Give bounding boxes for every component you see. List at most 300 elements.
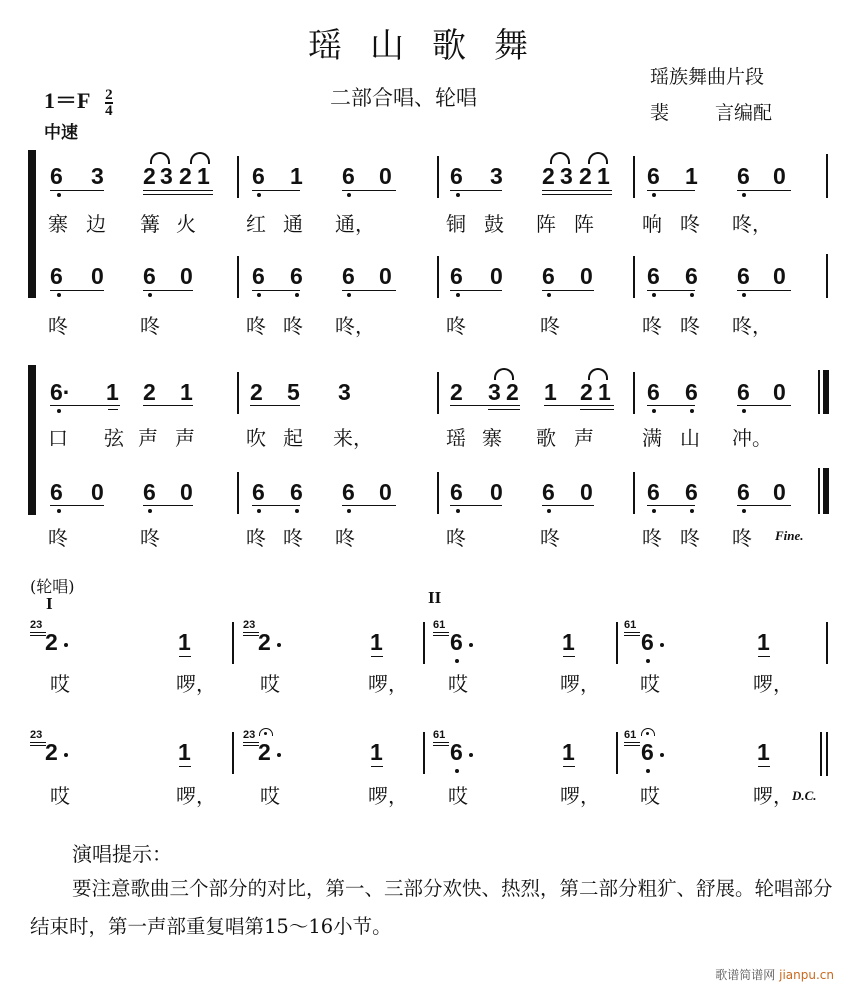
fine-marking: Fine. [775, 528, 804, 543]
underline [647, 405, 695, 406]
lyric: 咚， [335, 314, 375, 338]
lyric: 啰， [753, 784, 793, 808]
low-octave-dot [742, 293, 746, 297]
final-barline-thick [823, 468, 829, 514]
low-octave-dot [57, 409, 61, 413]
arranger-rest: 言编配 [715, 102, 773, 124]
note: 6 [252, 479, 265, 505]
low-octave-dot [347, 509, 351, 513]
note: 2 [179, 163, 192, 189]
lyric: 咚 [335, 526, 355, 550]
note: 1 [370, 629, 383, 655]
note: 3 [490, 163, 503, 189]
lyric: 寨 [482, 426, 502, 450]
voice-1-label: I [46, 594, 53, 613]
barline [826, 254, 828, 298]
lyric: 咚 [540, 526, 560, 550]
end-barline [820, 732, 822, 776]
underline [450, 505, 502, 506]
note: 1 [562, 739, 575, 765]
low-octave-dot [690, 409, 694, 413]
lyric: 咚 [680, 212, 700, 236]
grace-underline [433, 742, 449, 743]
low-octave-dot [652, 409, 656, 413]
source-note: 瑶族舞曲片段 [650, 66, 765, 88]
underline [143, 290, 193, 291]
grace-notes: 61 [624, 619, 637, 631]
note: 6 [647, 263, 660, 289]
barline [237, 156, 239, 198]
key-text: 1＝F [44, 88, 90, 113]
grace-underline [243, 635, 259, 636]
barline [616, 622, 618, 664]
note: 0 [773, 479, 786, 505]
lyric: 歌 [536, 426, 556, 450]
note: 6 [641, 739, 654, 765]
augmentation-dot [469, 643, 473, 647]
lyric: 瑶 [446, 426, 466, 450]
barline [437, 256, 439, 298]
note: 6 [143, 263, 156, 289]
note: 6 [737, 379, 750, 405]
note: 1 [598, 379, 611, 405]
lyric: 咚 [446, 314, 466, 338]
underline [647, 505, 695, 506]
note: 6 [685, 263, 698, 289]
watermark-site-name: 歌谱简谱网 [715, 968, 776, 982]
underline [143, 190, 213, 191]
note: 6 [50, 263, 63, 289]
underline [737, 290, 791, 291]
low-octave-dot [456, 509, 460, 513]
note: 6 [685, 479, 698, 505]
underline [371, 766, 383, 767]
grace-underline [243, 632, 259, 633]
augmentation-dot [660, 643, 664, 647]
grace-underline [243, 745, 259, 746]
note: 2 [45, 629, 58, 655]
lyric: 满 [642, 426, 662, 450]
arranger-credit [650, 98, 772, 125]
note: 1 [685, 163, 698, 189]
barline [826, 622, 828, 664]
system-bracket [28, 365, 39, 515]
grace-underline [433, 632, 449, 633]
lyric: 啰， [176, 784, 216, 808]
augmentation-dot [64, 753, 68, 757]
underline [50, 190, 104, 191]
underline [108, 409, 118, 410]
underline [252, 505, 300, 506]
grace-notes: 23 [30, 619, 43, 631]
underline [450, 405, 520, 406]
note: 2 [580, 379, 593, 405]
time-signature [105, 88, 113, 118]
grace-underline [624, 632, 640, 633]
lyric: 咚 [680, 526, 700, 550]
low-octave-dot [547, 293, 551, 297]
note: 0 [91, 479, 104, 505]
note: 6 [50, 479, 63, 505]
lyric: 咚 [48, 314, 68, 338]
dc-marking: D.C. [792, 788, 817, 803]
song-title: 瑶山歌舞 [308, 26, 556, 66]
underline [50, 290, 104, 291]
note: 6 [342, 479, 355, 505]
note: 1 [290, 163, 303, 189]
final-barline-thick [823, 370, 829, 414]
lyric: 哎 [640, 784, 660, 808]
grace-underline [433, 635, 449, 636]
barline [437, 156, 439, 198]
low-octave-dot [148, 293, 152, 297]
lyric: 声 [574, 426, 594, 450]
note: 1 [178, 739, 191, 765]
note: 6 [737, 479, 750, 505]
lyric: 寨 [48, 212, 68, 236]
underline [758, 766, 770, 767]
underline [647, 190, 695, 191]
grace-notes: 23 [243, 729, 256, 741]
note: 6 [290, 479, 303, 505]
lyric: 阵 [574, 212, 594, 236]
note: 1 [757, 739, 770, 765]
grace-underline [433, 745, 449, 746]
underline [544, 405, 614, 406]
note: 6 [342, 163, 355, 189]
low-octave-dot [57, 293, 61, 297]
note: 1 [370, 739, 383, 765]
note: 6 [737, 263, 750, 289]
grace-underline [30, 635, 46, 636]
lyric: 啰， [753, 672, 793, 696]
low-octave-dot [652, 293, 656, 297]
note: 5 [287, 379, 300, 405]
low-octave-dot [652, 193, 656, 197]
arranger-surname: 裴 [650, 102, 670, 124]
low-octave-dot [148, 509, 152, 513]
lyric: 哎 [260, 784, 280, 808]
low-octave-dot [742, 509, 746, 513]
low-octave-dot [742, 193, 746, 197]
note: 0 [91, 263, 104, 289]
underline [450, 190, 502, 191]
underline [342, 290, 396, 291]
underline [143, 405, 193, 406]
underline [143, 505, 193, 506]
low-octave-dot [456, 293, 460, 297]
low-octave-dot [347, 193, 351, 197]
low-octave-dot [257, 293, 261, 297]
lyric: 来， [333, 426, 373, 450]
lyric: 哎 [50, 672, 70, 696]
barline [633, 372, 635, 414]
lyric: 哎 [448, 672, 468, 696]
low-octave-dot [257, 193, 261, 197]
underline [342, 505, 396, 506]
lyric: 咚 [283, 526, 303, 550]
underline [252, 290, 300, 291]
lyric: 啰， [368, 672, 408, 696]
low-octave-dot [295, 293, 299, 297]
note: 2 [45, 739, 58, 765]
grace-notes: 23 [243, 619, 256, 631]
note: 1 [180, 379, 193, 405]
barline [633, 156, 635, 198]
lyric: 铜 [446, 212, 466, 236]
lyric: 火 [176, 212, 196, 236]
note: 0 [490, 263, 503, 289]
note: 6 [641, 629, 654, 655]
lyric: 哎 [640, 672, 660, 696]
augmentation-dot [469, 753, 473, 757]
underline [737, 505, 791, 506]
barline [237, 472, 239, 514]
lyric: 山 [680, 426, 700, 450]
barline [633, 256, 635, 298]
tips-body: 要注意歌曲三个部分的对比，第一、三部分欢快、热烈，第二部分粗犷、舒展。轮唱部分结束时，第一声部重复唱第15～16小节。 [30, 877, 833, 938]
barline [437, 472, 439, 514]
barline [633, 472, 635, 514]
note: 2 [143, 379, 156, 405]
lyric: 哎 [50, 784, 70, 808]
final-barline-thin [818, 370, 820, 414]
lyric: 吹 [246, 426, 266, 450]
low-octave-dot [57, 193, 61, 197]
lyric: 咚 [446, 526, 466, 550]
note: 6 [252, 163, 265, 189]
grace-underline [30, 745, 46, 746]
lyric: 咚， [732, 212, 772, 236]
final-barline-thin [818, 468, 820, 514]
note: 1 [562, 629, 575, 655]
note: 6 [252, 263, 265, 289]
note: 0 [773, 379, 786, 405]
lyric: 咚 [642, 314, 662, 338]
lyric: 响 [642, 212, 662, 236]
note: 1 [544, 379, 557, 405]
grace-underline [624, 742, 640, 743]
augmentation-dot [277, 753, 281, 757]
lyric: 咚 [140, 526, 160, 550]
barline [423, 622, 425, 664]
augmentation-dot [64, 643, 68, 647]
round-label: (轮唱) [30, 577, 75, 596]
underline [342, 190, 396, 191]
lyric: 边 [86, 212, 106, 236]
note: 0 [379, 479, 392, 505]
note: 0 [580, 263, 593, 289]
underline [252, 190, 300, 191]
grace-notes: 61 [433, 619, 446, 631]
note: 2 [542, 163, 555, 189]
barline [237, 372, 239, 414]
lyric: 咚 [283, 314, 303, 338]
lyric: 声 [138, 426, 158, 450]
underline [450, 290, 502, 291]
lyric: 啰， [560, 784, 600, 808]
note: 6 [342, 263, 355, 289]
barline [232, 622, 234, 664]
key-signature [44, 84, 113, 118]
low-octave-dot [295, 509, 299, 513]
underline [488, 409, 520, 410]
grace-underline [30, 632, 46, 633]
note: 3 [560, 163, 573, 189]
note: 3 [488, 379, 501, 405]
lyric: 咚， [732, 314, 772, 338]
augmentation-dot [277, 643, 281, 647]
lyric: 哎 [448, 784, 468, 808]
barline [437, 372, 439, 414]
note: 2 [579, 163, 592, 189]
low-octave-dot [690, 293, 694, 297]
tips-heading: 演唱提示： [72, 842, 172, 866]
low-octave-dot [456, 193, 460, 197]
lyric: 通， [335, 212, 375, 236]
note: 6 [542, 479, 555, 505]
low-octave-dot [652, 509, 656, 513]
barline [826, 154, 828, 198]
note: 2 [506, 379, 519, 405]
lyric: 咚 [680, 314, 700, 338]
note: 2 [450, 379, 463, 405]
underline [179, 766, 191, 767]
underline [50, 405, 120, 406]
lyric: 篝 [140, 212, 160, 236]
grace-underline [624, 635, 640, 636]
note: 2 [258, 739, 271, 765]
low-octave-dot [646, 659, 650, 663]
voice-2-label: II [428, 588, 442, 607]
fermata-icon [641, 728, 655, 736]
lyric: 啰， [368, 784, 408, 808]
underline [737, 190, 791, 191]
system-bracket [28, 150, 39, 298]
note: 6 [450, 739, 463, 765]
underline [737, 405, 791, 406]
underline [542, 505, 594, 506]
low-octave-dot [646, 769, 650, 773]
note: 6 [647, 163, 660, 189]
grace-underline [30, 742, 46, 743]
barline [616, 732, 618, 774]
underline [542, 194, 612, 195]
barline [423, 732, 425, 774]
note: 6 [647, 479, 660, 505]
augmentation-dot [660, 753, 664, 757]
underline [542, 290, 594, 291]
time-denominator: 4 [105, 102, 113, 119]
note: 6 [290, 263, 303, 289]
note: 2 [143, 163, 156, 189]
lyric: 红 [246, 212, 266, 236]
grace-notes: 23 [30, 729, 43, 741]
note: 1 [178, 629, 191, 655]
note: 6 [450, 629, 463, 655]
note: 0 [180, 479, 193, 505]
lyric: 弦 [104, 426, 124, 450]
underline [563, 766, 575, 767]
underline [179, 656, 191, 657]
fermata-icon [259, 728, 273, 736]
grace-underline [624, 745, 640, 746]
low-octave-dot [57, 509, 61, 513]
note: 0 [379, 263, 392, 289]
note: 6 [737, 163, 750, 189]
grace-underline [243, 742, 259, 743]
low-octave-dot [455, 769, 459, 773]
note: 0 [580, 479, 593, 505]
note: 6· [50, 379, 71, 405]
note: 0 [773, 263, 786, 289]
note: 6 [647, 379, 660, 405]
low-octave-dot [347, 293, 351, 297]
note: 6 [542, 263, 555, 289]
underline [542, 190, 612, 191]
note: 3 [338, 379, 351, 405]
note: 0 [180, 263, 193, 289]
watermark [715, 966, 834, 983]
lyric: 声 [175, 426, 195, 450]
note: 6 [450, 479, 463, 505]
note: 1 [597, 163, 610, 189]
note: 0 [379, 163, 392, 189]
lyric: 咚 [48, 526, 68, 550]
note: 1 [197, 163, 210, 189]
note: 3 [91, 163, 104, 189]
low-octave-dot [257, 509, 261, 513]
low-octave-dot [547, 509, 551, 513]
low-octave-dot [690, 509, 694, 513]
time-numerator: 2 [105, 86, 113, 103]
lyric: 鼓 [484, 212, 504, 236]
note: 3 [160, 163, 173, 189]
lyric: 冲。 [732, 426, 772, 450]
lyric: 口 [48, 426, 68, 450]
note: 6 [450, 163, 463, 189]
lyric: 通 [283, 212, 303, 236]
note: 6 [50, 163, 63, 189]
grace-notes: 61 [433, 729, 446, 741]
underline [758, 656, 770, 657]
tempo-marking: 中速 [44, 123, 78, 143]
lyric: 阵 [536, 212, 556, 236]
grace-notes: 61 [624, 729, 637, 741]
underline [143, 194, 213, 195]
watermark-url: jianpu.cn [779, 968, 834, 982]
underline [580, 409, 614, 410]
underline [250, 405, 300, 406]
underline [371, 656, 383, 657]
lyric: 起 [283, 426, 303, 450]
lyric: 咚 [246, 314, 266, 338]
note: 6 [685, 379, 698, 405]
underline [563, 656, 575, 657]
barline [237, 256, 239, 298]
lyric: 咚 [540, 314, 560, 338]
note: 2 [258, 629, 271, 655]
note: 1 [106, 379, 119, 405]
barline [232, 732, 234, 774]
lyric: 咚 [642, 526, 662, 550]
underline [647, 290, 695, 291]
lyric: 咚 [732, 526, 752, 550]
lyric: 咚 [246, 526, 266, 550]
lyric: 咚 [140, 314, 160, 338]
low-octave-dot [742, 409, 746, 413]
note: 0 [773, 163, 786, 189]
